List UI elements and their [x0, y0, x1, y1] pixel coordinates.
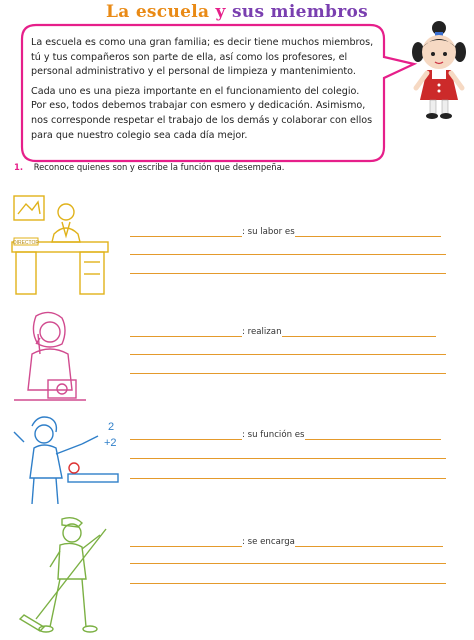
- answer-blank[interactable]: [130, 226, 242, 237]
- item-secretary: [0, 306, 474, 406]
- prompt-label: : realizan: [242, 327, 282, 337]
- answer-line[interactable]: [130, 273, 446, 274]
- girl-character-icon: [410, 18, 468, 128]
- intro-text: [31, 36, 376, 148]
- answer-prompt: [130, 326, 436, 337]
- title-part-1: La escuela: [106, 2, 210, 22]
- prompt-label: : su labor es: [242, 227, 295, 237]
- intro-paragraph-1: La escuela es como una gran familia; es decir tiene muchos miembros, tú y tus compañeros son parte de ella, así como los profesores, el personal administrativo y el personal de limpieza y mantenimiento.: [31, 37, 374, 78]
- exercise-instruction: [14, 162, 284, 172]
- title-part-2: y: [215, 2, 226, 22]
- exercise-instruction-text: Reconoce quienes son y escribe la función que desempeña.: [33, 162, 285, 172]
- answer-blank[interactable]: [130, 536, 242, 547]
- prompt-label: : su función es: [242, 430, 305, 440]
- answer-blank[interactable]: [130, 326, 242, 337]
- director-sign: DIRECTOR: [12, 240, 40, 246]
- item-director: [0, 190, 474, 305]
- prompt-label: : se encarga: [242, 537, 295, 547]
- answer-line[interactable]: [130, 478, 446, 479]
- director-icon: [10, 190, 114, 300]
- answer-line[interactable]: [130, 563, 446, 564]
- item-janitor: [0, 515, 474, 637]
- answer-blank[interactable]: [130, 429, 242, 440]
- item-teacher: [0, 412, 474, 512]
- answer-blank[interactable]: [305, 429, 441, 440]
- answer-prompt: [130, 536, 443, 547]
- answer-line[interactable]: [130, 254, 446, 255]
- teacher-icon: [10, 412, 122, 508]
- answer-line[interactable]: [130, 458, 446, 459]
- answer-line[interactable]: [130, 354, 446, 355]
- intro-paragraph-2: Cada uno es una pieza importante en el funcionamiento del colegio. Por eso, todos debemos trabajar con esmero y dedicación. Asimismo, nos corresponde respetar el trabajo de los demás y colaborar con ellos para que nuestro colegio sea cada día mejor.: [31, 85, 373, 141]
- answer-line[interactable]: [130, 583, 446, 584]
- answer-blank[interactable]: [295, 226, 441, 237]
- svg-text:+2: +2: [104, 437, 117, 449]
- answer-blank[interactable]: [295, 536, 443, 547]
- janitor-icon: [10, 515, 114, 635]
- answer-prompt: [130, 429, 441, 440]
- title-part-3: sus miembros: [231, 2, 368, 22]
- answer-prompt: [130, 226, 441, 237]
- svg-text:2: 2: [108, 421, 115, 433]
- answer-line[interactable]: [130, 373, 446, 374]
- exercise-number: 1.: [14, 162, 24, 172]
- answer-blank[interactable]: [282, 326, 436, 337]
- secretary-icon: [10, 310, 90, 404]
